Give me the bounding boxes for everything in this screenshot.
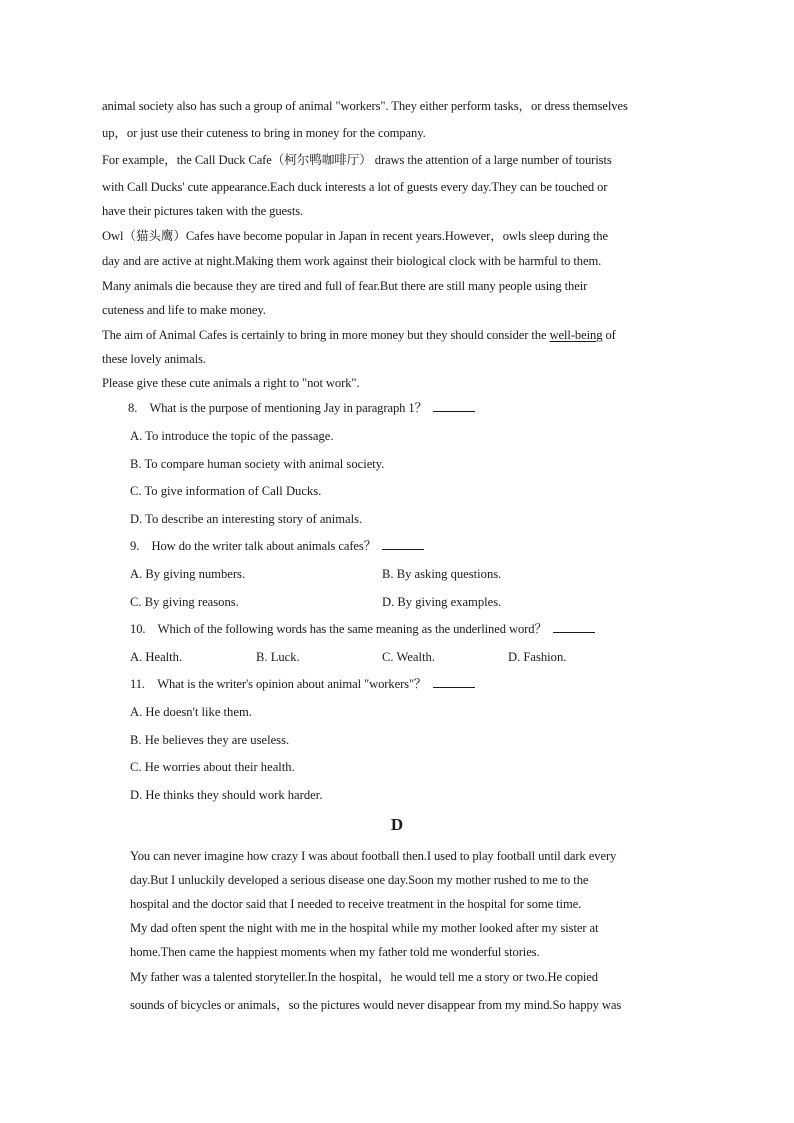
option-d: D. To describe an interesting story of animals. [130,512,363,526]
option-d: D. Fashion. [508,650,567,664]
option-d: D. By giving examples. [382,595,502,609]
option-b: B. He believes they are useless. [130,733,290,747]
option-c: C. Wealth. [382,650,435,664]
passage-line: day and are active at night.Making them work against their biological clock with be harmful to them. [102,254,602,268]
passage-line: home.Then came the happiest moments when my father told me wonderful stories. [130,945,540,959]
passage-line: My dad often spent the night with me in the hospital while my mother looked after my sister at [130,921,599,935]
option-a: A. By giving numbers. [130,567,246,581]
question-number: 10. [130,622,146,636]
passage-line [102,326,616,344]
question-stem [130,620,595,638]
question-stem [130,537,424,555]
aim-text-after: of [602,328,616,342]
answer-blank[interactable] [553,620,595,633]
aim-text-before: The aim of Animal Cafes is certainly to bring in more money but they should consider the [102,328,550,342]
passage-line: day.But I unluckily developed a serious disease one day.Soon my mother rushed to me to the [130,873,589,887]
question-text: What is the purpose of mentioning Jay in paragraph 1？ [149,401,428,415]
question-number: 11. [130,677,145,691]
option-b: B. To compare human society with animal society. [130,457,385,471]
answer-blank[interactable] [433,399,475,412]
option-a: A. Health. [130,650,183,664]
passage-line: You can never imagine how crazy I was about football then.I used to play football until dark every [130,849,617,863]
question-text: What is the writer's opinion about animal "workers"？ [157,677,427,691]
passage-line: My father was a talented storyteller.In the hospital，he would tell me a story or two.He copied [130,970,598,984]
option-c: C. By giving reasons. [130,595,239,609]
answer-blank[interactable] [433,675,475,688]
option-a: A. To introduce the topic of the passage. [130,429,334,443]
passage-line: Owl（猫头鹰）Cafes have become popular in Japan in recent years.However，owls sleep during the [102,229,608,243]
passage-line: Many animals die because they are tired and full of fear.But there are still many people using their [102,279,588,293]
question-number: 8. [128,401,138,415]
passage-line: with Call Ducks' cute appearance.Each duck interests a lot of guests every day.They can be touched or [102,180,608,194]
option-c: C. To give information of Call Ducks. [130,484,322,498]
passage-line: up，or just use their cuteness to bring in money for the company. [102,126,426,140]
option-d: D. He thinks they should work harder. [130,788,323,802]
passage-closing: Please give these cute animals a right to "not work". [102,376,360,390]
option-a: A. He doesn't like them. [130,705,252,719]
question-stem [128,399,475,417]
passage-line: For example，the Call Duck Cafe（柯尔鸭咖啡厅） draws the attention of a large number of tourists [102,153,612,167]
answer-blank[interactable] [382,537,424,550]
question-number: 9. [130,539,140,553]
passage-line: cuteness and life to make money. [102,303,266,317]
passage-line: have their pictures taken with the guests. [102,204,304,218]
option-b: B. By asking questions. [382,567,502,581]
passage-line: sounds of bicycles or animals，so the pictures would never disappear from my mind.So happy was [130,998,622,1012]
passage-line: animal society also has such a group of animal "workers". They either perform tasks，or dress themselves [102,99,628,113]
question-stem [130,675,475,693]
question-text: Which of the following words has the same meaning as the underlined word？ [157,622,547,636]
passage-line: hospital and the doctor said that I needed to receive treatment in the hospital for some time. [130,897,582,911]
passage-line: these lovely animals. [102,352,206,366]
option-b: B. Luck. [256,650,300,664]
question-text: How do the writer talk about animals cafes？ [151,539,377,553]
section-heading: D [390,815,404,834]
option-c: C. He worries about their health. [130,760,295,774]
underlined-word: well-being [549,328,603,342]
